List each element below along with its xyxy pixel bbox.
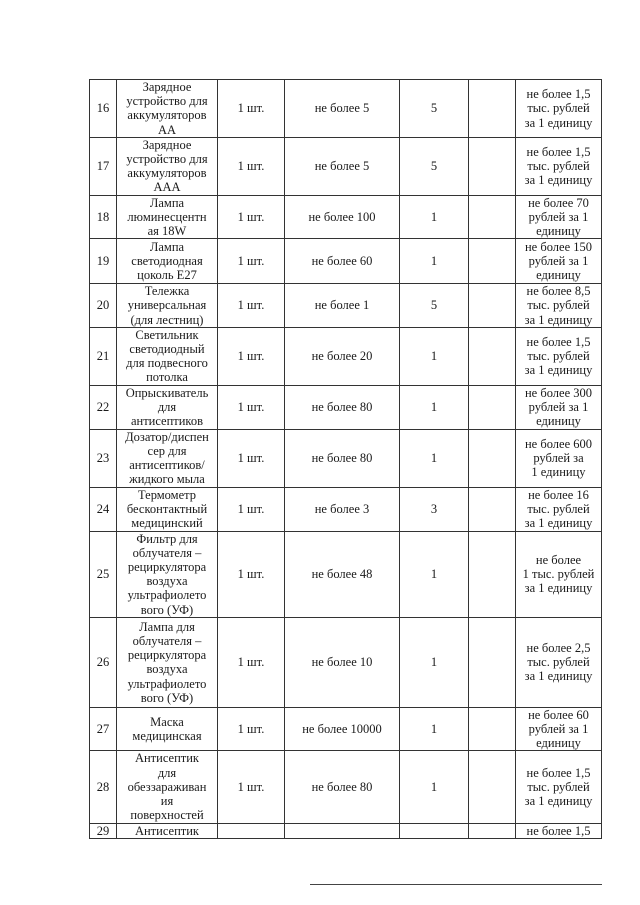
price-limit: не более 16 тыс. рублей за 1 единицу [516, 487, 602, 531]
unit-of-measure: 1 шт. [218, 385, 285, 429]
price-limit: не более 1,5 [516, 823, 602, 838]
quantity-cell [400, 823, 469, 838]
table-row [90, 429, 602, 487]
row-number: 25 [90, 531, 117, 617]
quantity-norm: не более 60 [285, 239, 400, 284]
item-name: Антисептик для обеззараживан ия поверхностей [117, 751, 218, 823]
empty-cell [469, 617, 516, 707]
row-number: 29 [90, 823, 117, 838]
unit-of-measure: 1 шт. [218, 80, 285, 138]
unit-of-measure: 1 шт. [218, 284, 285, 328]
unit-of-measure: 1 шт. [218, 617, 285, 707]
item-name: Зарядное устройство для аккумуляторов АА [117, 80, 218, 138]
unit-of-measure: 1 шт. [218, 487, 285, 531]
table-row [90, 707, 602, 751]
unit-of-measure: 1 шт. [218, 429, 285, 487]
item-name: Светильник светодиодный для подвесного потолка [117, 327, 218, 385]
empty-cell [469, 284, 516, 328]
quantity-norm: не более 5 [285, 137, 400, 195]
price-limit: не более 1 тыс. рублей за 1 единицу [516, 531, 602, 617]
row-number: 19 [90, 239, 117, 284]
item-name: Термометр бесконтактный медицинский [117, 487, 218, 531]
unit-of-measure: 1 шт. [218, 751, 285, 823]
unit-of-measure: 1 шт. [218, 195, 285, 239]
unit-of-measure: 1 шт. [218, 327, 285, 385]
empty-cell [469, 707, 516, 751]
price-limit: не более 1,5 тыс. рублей за 1 единицу [516, 80, 602, 138]
empty-cell [469, 487, 516, 531]
quantity-norm: не более 1 [285, 284, 400, 328]
row-number: 21 [90, 327, 117, 385]
item-name: Лампа люминесцентн ая 18W [117, 195, 218, 239]
empty-cell [469, 751, 516, 823]
empty-cell [469, 195, 516, 239]
item-name: Лампа светодиодная цоколь E27 [117, 239, 218, 284]
row-number: 23 [90, 429, 117, 487]
table-body [90, 80, 602, 839]
row-number: 28 [90, 751, 117, 823]
quantity-cell: 5 [400, 80, 469, 138]
item-name: Антисептик [117, 823, 218, 838]
quantity-cell: 3 [400, 487, 469, 531]
empty-cell [469, 137, 516, 195]
unit-of-measure: 1 шт. [218, 531, 285, 617]
row-number: 17 [90, 137, 117, 195]
table-row [90, 531, 602, 617]
quantity-norm: не более 10 [285, 617, 400, 707]
row-number: 27 [90, 707, 117, 751]
row-number: 16 [90, 80, 117, 138]
quantity-norm: не более 80 [285, 751, 400, 823]
unit-of-measure: 1 шт. [218, 137, 285, 195]
item-name: Маска медицинская [117, 707, 218, 751]
quantity-cell: 5 [400, 284, 469, 328]
quantity-cell: 1 [400, 239, 469, 284]
unit-of-measure [218, 823, 285, 838]
item-name: Зарядное устройство для аккумуляторов ААА [117, 137, 218, 195]
empty-cell [469, 823, 516, 838]
price-limit: не более 1,5 тыс. рублей за 1 единицу [516, 327, 602, 385]
item-name: Фильтр для облучателя – рециркулятора воздуха ультрафиолето вого (УФ) [117, 531, 218, 617]
empty-cell [469, 327, 516, 385]
table-row [90, 487, 602, 531]
price-limit: не более 60 рублей за 1 единицу [516, 707, 602, 751]
quantity-norm: не более 80 [285, 429, 400, 487]
quantity-cell: 1 [400, 751, 469, 823]
quantity-norm: не более 100 [285, 195, 400, 239]
table-row [90, 137, 602, 195]
item-name: Лампа для облучателя – рециркулятора воздуха ультрафиолето вого (УФ) [117, 617, 218, 707]
unit-of-measure: 1 шт. [218, 707, 285, 751]
price-limit: не более 300 рублей за 1 единицу [516, 385, 602, 429]
empty-cell [469, 531, 516, 617]
table-row [90, 80, 602, 138]
empty-cell [469, 80, 516, 138]
table-row [90, 823, 602, 838]
price-limit: не более 8,5 тыс. рублей за 1 единицу [516, 284, 602, 328]
quantity-norm: не более 5 [285, 80, 400, 138]
quantity-cell: 1 [400, 385, 469, 429]
price-limit: не более 70 рублей за 1 единицу [516, 195, 602, 239]
row-number: 26 [90, 617, 117, 707]
empty-cell [469, 239, 516, 284]
table-row [90, 284, 602, 328]
quantity-cell: 5 [400, 137, 469, 195]
table-row [90, 195, 602, 239]
price-limit: не более 1,5 тыс. рублей за 1 единицу [516, 751, 602, 823]
price-limit: не более 150 рублей за 1 единицу [516, 239, 602, 284]
item-name: Опрыскиватель для антисептиков [117, 385, 218, 429]
quantity-norm [285, 823, 400, 838]
price-limit: не более 2,5 тыс. рублей за 1 единицу [516, 617, 602, 707]
table-row [90, 385, 602, 429]
quantity-cell: 1 [400, 531, 469, 617]
quantity-norm: не более 10000 [285, 707, 400, 751]
item-name: Дозатор/диспен сер для антисептиков/ жидкого мыла [117, 429, 218, 487]
table-row [90, 617, 602, 707]
row-number: 22 [90, 385, 117, 429]
price-limit: не более 600 рублей за 1 единицу [516, 429, 602, 487]
footer-rule [310, 884, 602, 885]
row-number: 18 [90, 195, 117, 239]
quantity-cell: 1 [400, 195, 469, 239]
quantity-norm: не более 48 [285, 531, 400, 617]
table-row [90, 751, 602, 823]
quantity-norm: не более 3 [285, 487, 400, 531]
equipment-norms-table [89, 79, 602, 839]
table-row [90, 327, 602, 385]
empty-cell [469, 429, 516, 487]
price-limit: не более 1,5 тыс. рублей за 1 единицу [516, 137, 602, 195]
row-number: 24 [90, 487, 117, 531]
empty-cell [469, 385, 516, 429]
quantity-cell: 1 [400, 429, 469, 487]
quantity-norm: не более 20 [285, 327, 400, 385]
quantity-norm: не более 80 [285, 385, 400, 429]
quantity-cell: 1 [400, 327, 469, 385]
quantity-cell: 1 [400, 707, 469, 751]
quantity-cell: 1 [400, 617, 469, 707]
unit-of-measure: 1 шт. [218, 239, 285, 284]
table-row [90, 239, 602, 284]
row-number: 20 [90, 284, 117, 328]
item-name: Тележка универсальная (для лестниц) [117, 284, 218, 328]
